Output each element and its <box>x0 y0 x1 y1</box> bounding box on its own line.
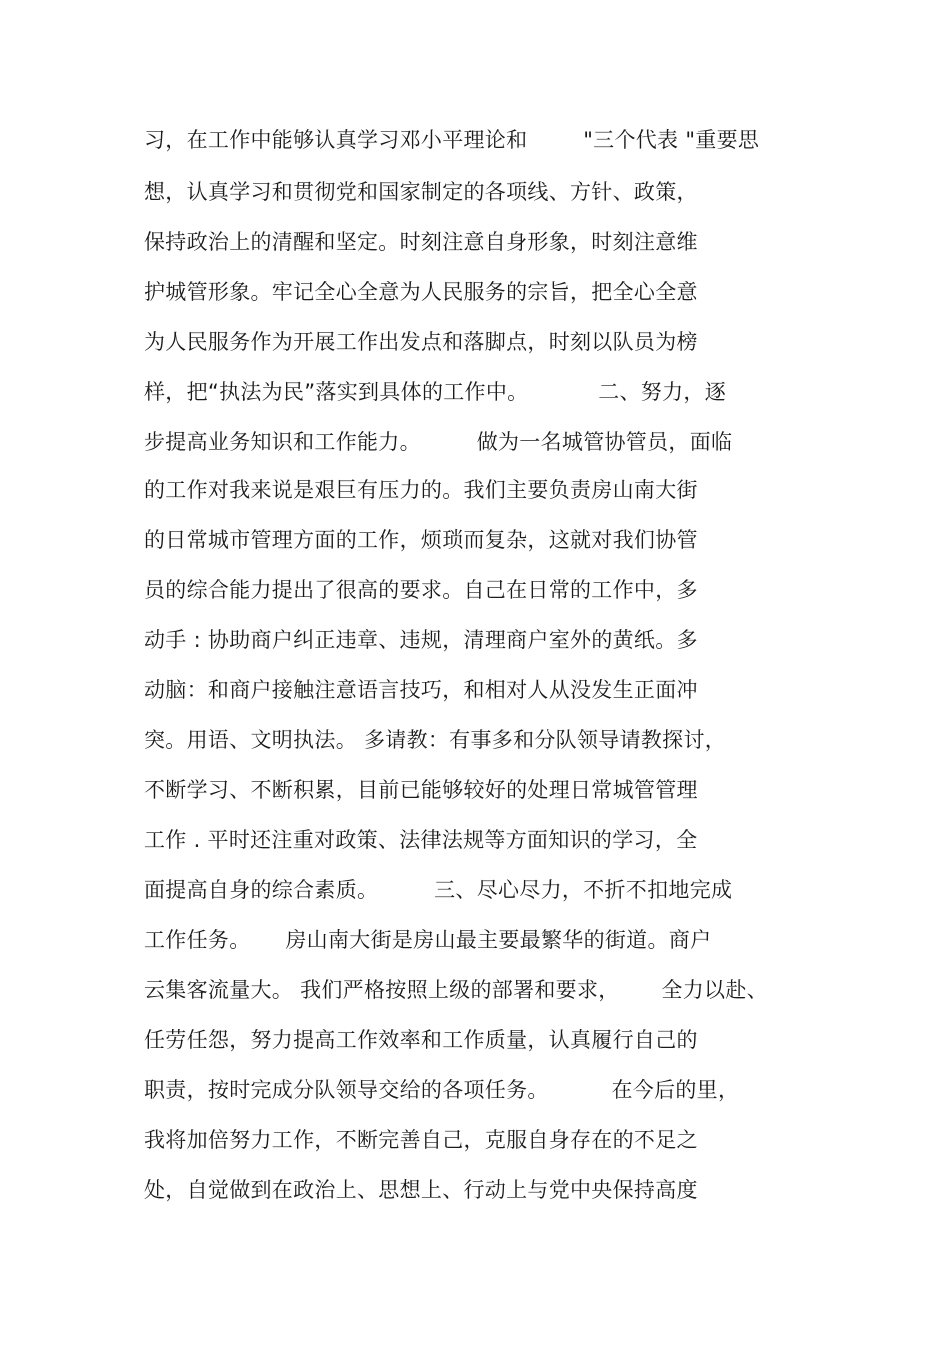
text-line: 工作任务。 房山南大街是房山最主要最繁华的街道。商户 <box>144 928 712 952</box>
text-line: 处，自觉做到在政治上、思想上、行动上与党中央保持高度 <box>144 1178 698 1202</box>
text-line: 的日常城市管理方面的工作，烦琐而复杂，这就对我们协管 <box>144 528 698 552</box>
text-line: 动脑：和商户接触注意语言技巧，和相对人从没发生正面冲 <box>144 678 698 702</box>
text-line: 保持政治上的清醒和坚定。时刻注意自身形象，时刻注意维 <box>144 230 698 254</box>
text-line: 突。用语、文明执法。 多请教：有事多和分队领导请教探讨， <box>144 728 727 752</box>
text-line: 工作 . 平时还注重对政策、法律法规等方面知识的学习，全 <box>144 828 698 852</box>
text-line: 不断学习、不断积累，目前已能够较好的处理日常城管管理 <box>144 778 698 802</box>
text-line: 员的综合能力提出了很高的要求。自己在日常的工作中，多 <box>144 578 698 602</box>
text-line: 面提高自身的综合素质。 三、尽心尽力，不折不扣地完成 <box>144 878 733 902</box>
text-line: 样，把“执法为民”落实到具体的工作中。 二、努力，逐 <box>144 380 727 404</box>
text-line: 任劳任怨，努力提高工作效率和工作质量，认真履行自己的 <box>144 1028 698 1052</box>
text-line: 动手 : 协助商户纠正违章、违规，清理商户室外的黄纸。多 <box>144 628 698 652</box>
text-line: 我将加倍努力工作，不断完善自己，克服自身存在的不足之 <box>144 1128 698 1152</box>
text-line: 步提高业务知识和工作能力。 做为一名城管协管员，面临 <box>144 430 733 454</box>
text-line: 职责，按时完成分队领导交给的各项任务。 在今后的里， <box>144 1078 740 1102</box>
text-line: 为人民服务作为开展工作出发点和落脚点，时刻以队员为榜 <box>144 330 698 354</box>
text-line: 云集客流量大。 我们严格按照上级的部署和要求， 全力以赴、 <box>144 978 768 1002</box>
text-line: 护城管形象。牢记全心全意为人民服务的宗旨，把全心全意 <box>144 280 698 304</box>
text-line: 想，认真学习和贯彻党和国家制定的各项线、方针、政策， <box>144 180 698 204</box>
text-line: 习，在工作中能够认真学习邓小平理论和 "三个代表 "重要思 <box>144 128 760 152</box>
text-line: 的工作对我来说是艰巨有压力的。我们主要负责房山南大街 <box>144 478 698 502</box>
